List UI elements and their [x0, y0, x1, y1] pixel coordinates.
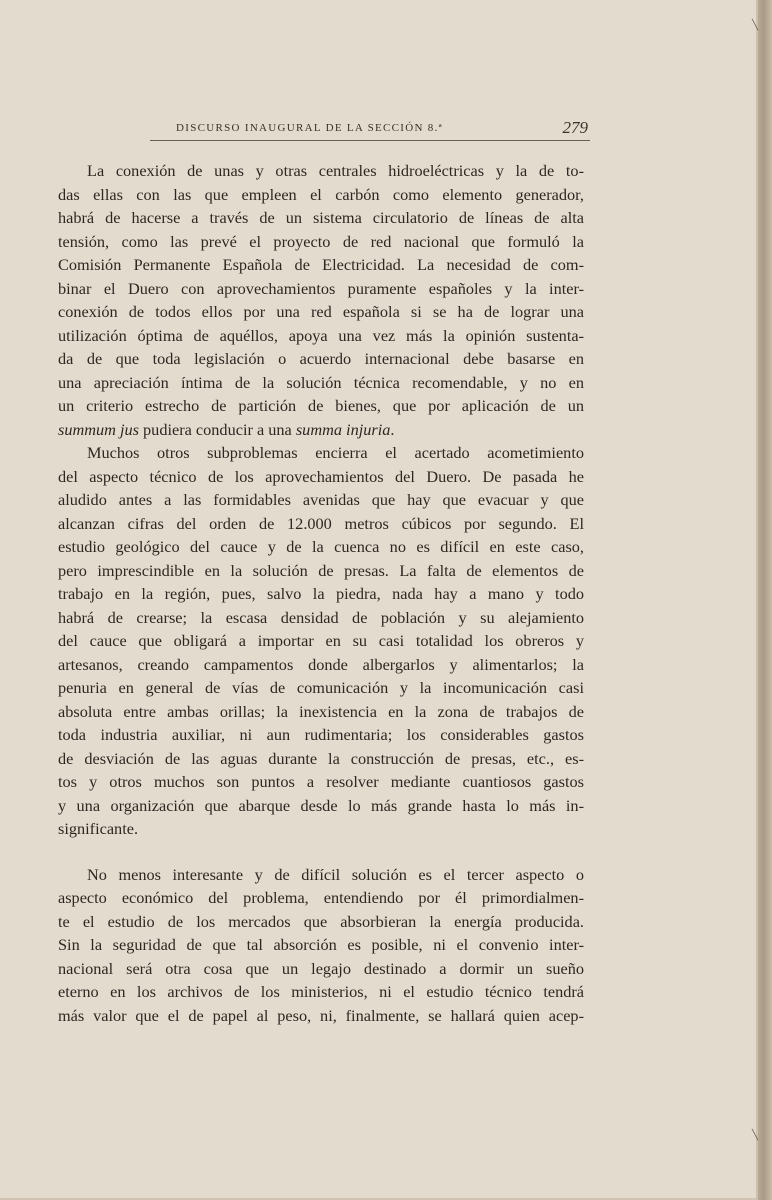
text-line: das ellas con las que empleen el carbón como elemento generador, [58, 184, 584, 204]
text-line [58, 418, 584, 442]
text-line: penuria en general de vías de comunicación y la incomunicación casi [58, 678, 584, 697]
text-line: alcanzan cifras del orden de 12.000 metros cúbicos por segundo. El [58, 513, 584, 533]
text-line: aspecto económico del problema, entendiendo por él primordialmen- [58, 888, 584, 907]
text-line: Sin la seguridad de que tal absorción es posible, ni el convenio inter- [58, 935, 584, 954]
text-line: del aspecto técnico de los aprovechamientos del Duero. De pasada he [58, 466, 584, 486]
text-line: toda industria auxiliar, ni aun rudimentaria; los considerables gastos [58, 725, 584, 744]
text-line: No menos interesante y de difícil solución es el tercer aspecto o [87, 864, 584, 884]
text-line: binar el Duero con aprovechamientos puramente españoles y la inter- [58, 278, 584, 298]
italic-phrase: summum jus [58, 419, 139, 439]
text-line: y una organización que abarque desde lo más grande hasta lo más in- [58, 795, 584, 815]
text-line: de desviación de las aguas durante la construcción de presas, etc., es- [58, 748, 584, 768]
paragraph-2 [58, 441, 584, 841]
text-line: más valor que el de papel al peso, ni, finalmente, se hallará quien acep- [58, 1005, 584, 1025]
text-line: eterno en los archivos de los ministerios, ni el estudio técnico tendrá [58, 982, 584, 1001]
text-line: un criterio estrecho de partición de bienes, que por aplicación de un [58, 396, 584, 415]
margin-mark: ╲ [752, 20, 759, 31]
text-line: utilización óptima de aquéllos, apoya una vez más la opinión sustenta- [58, 325, 584, 345]
page-number: 279 [562, 118, 588, 137]
text-line: una apreciación íntima de la solución técnica recomendable, y no en [58, 372, 584, 392]
text-line: del cauce que obligará a importar en su casi totalidad los obreros y [58, 631, 584, 650]
text-line: La conexión de unas y otras centrales hidroeléctricas y la de to- [87, 161, 584, 180]
text-line: significante. [58, 819, 139, 838]
running-head: DISCURSO INAUGURAL DE LA SECCIÓN 8.ª [176, 122, 443, 134]
text-line: habrá de hacerse a través de un sistema circulatorio de líneas de alta [58, 208, 584, 227]
text-run: . [390, 419, 395, 439]
text-line: te el estudio de los mercados que absorbieran la energía producida. [58, 911, 584, 931]
page-edge-shadow [758, 0, 772, 1200]
text-line: Comisión Permanente Española de Electricidad. La necesidad de com- [58, 255, 584, 274]
text-line: trabajo en la región, pues, salvo la piedra, nada hay a mano y todo [58, 584, 584, 603]
body-text [58, 159, 584, 1027]
text-line: nacional será otra cosa que un legajo destinado a dormir un sueño [58, 958, 584, 978]
text-line: habrá de crearse; la escasa densidad de población y su alejamiento [58, 607, 584, 627]
text-line: tos y otros muchos son puntos a resolver mediante cuantiosos gastos [58, 772, 584, 791]
text-line: da de que toda legislación o acuerdo internacional debe basarse en [58, 349, 584, 368]
text-line: absoluta entre ambas orillas; la inexistencia en la zona de trabajos de [58, 701, 584, 721]
italic-phrase: summa injuria [295, 419, 391, 439]
paragraph-gap [58, 841, 584, 863]
text-line: conexión de todos ellos por una red española si se ha de lograr una [58, 302, 584, 321]
paragraph-3 [58, 863, 584, 1028]
margin-mark: ╲ [752, 1130, 759, 1141]
text-line: artesanos, creando campamentos donde albergarlos y alimentarlos; la [58, 654, 584, 674]
text-run: pudiera conducir a una [138, 419, 296, 439]
paragraph-1 [58, 159, 584, 441]
text-line: estudio geológico del cauce y de la cuenca no es difícil en este caso, [58, 537, 584, 556]
text-line: tensión, como las prevé el proyecto de red nacional que formuló la [58, 231, 584, 251]
page-header [150, 118, 590, 141]
text-line: aludido antes a las formidables avenidas que hay que evacuar y que [58, 490, 584, 509]
text-line: Muchos otros subproblemas encierra el acertado acometimiento [87, 443, 584, 462]
text-line: pero imprescindible en la solución de presas. La falta de elementos de [58, 560, 584, 580]
